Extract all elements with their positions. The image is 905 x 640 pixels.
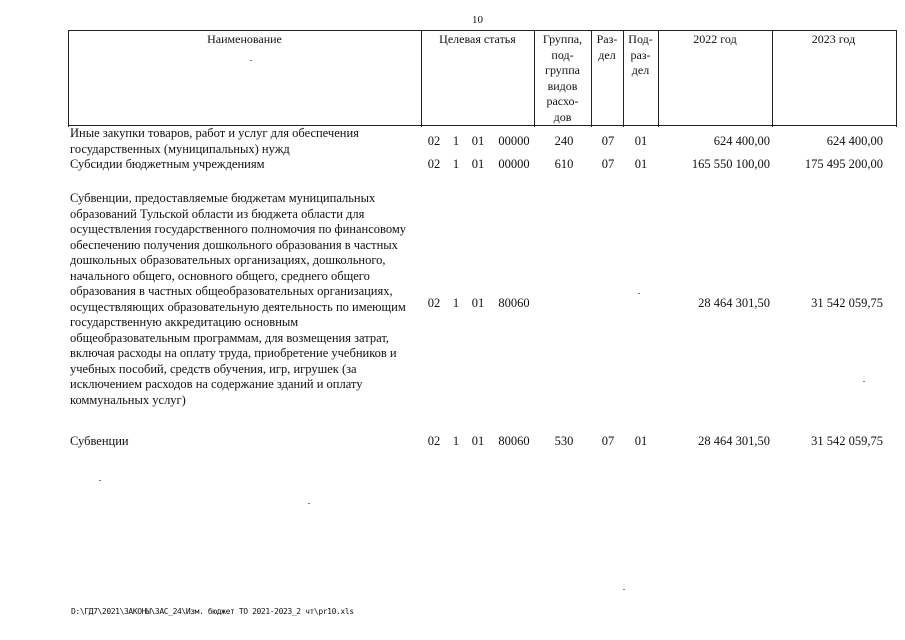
row-name: Субсидии бюджетным учреждениям	[70, 157, 265, 171]
header-section-label: Раз- дел	[596, 32, 618, 62]
row-subsection: 01	[634, 134, 648, 148]
row-2023: 624 400,00	[826, 134, 883, 148]
row-target-1: 02	[427, 296, 441, 310]
row-target-4: 00000	[498, 134, 530, 148]
header-2022-label: 2022 год	[693, 32, 737, 46]
row-subsection: 01	[634, 434, 648, 448]
row-section: 07	[601, 134, 615, 148]
row-group: 530	[554, 434, 574, 448]
row-target-4: 80060	[498, 434, 530, 448]
scan-speck	[623, 589, 625, 590]
row-section: 07	[601, 434, 615, 448]
row-target-2: 1	[452, 434, 460, 448]
scan-speck	[863, 381, 865, 382]
row-target-2: 1	[452, 296, 460, 310]
row-target-3: 01	[471, 157, 485, 171]
row-target-3: 01	[471, 434, 485, 448]
row-target-2: 1	[452, 134, 460, 148]
row-name: Субвенции, предоставляемые бюджетам муниципальных образований Тульской области из бюджета области для осуществления государственного полномочия по финансовому обеспечению получения дошкольного образования в частных дошкольных образовательных организациях, дошкольного, начального общего, основного общего, среднего общего образования в частных общеобразовательных организациях, осуществляющих образовательную деятельность по имеющим государственную аккредитацию основным общеобразовательным программам, для возмещения затрат, включая расходы на оплату труда, приобретение учебников и учебных пособий, средств обучения, игр, игрушек (за исключением расходов на содержание зданий и оплату коммунальных услуг)	[70, 191, 407, 407]
row-target-1: 02	[427, 134, 441, 148]
row-group: 240	[554, 134, 574, 148]
scan-speck	[638, 293, 640, 294]
footer-file-path: D:\ГД7\2021\ЗАКОНЫ\ЗАС_24\Изм. бюджет ТО 2021-2023_2 чт\pr10.xls	[71, 607, 354, 616]
row-target-1: 02	[427, 157, 441, 171]
row-2023: 31 542 059,75	[811, 296, 883, 310]
row-target-4: 00000	[498, 157, 530, 171]
row-2022: 28 464 301,50	[698, 296, 770, 310]
header-group-label: Группа, под- группа видов расхо- дов	[542, 32, 583, 124]
scan-speck	[250, 60, 252, 61]
row-name: Иные закупки товаров, работ и услуг для обеспечения государственных (муниципальных) нужд	[70, 126, 359, 156]
row-group: 610	[554, 157, 574, 171]
row-target-4: 80060	[498, 296, 530, 310]
row-2022: 165 550 100,00	[691, 157, 770, 171]
header-target-label: Целевая статья	[439, 32, 516, 46]
header-name-label: Наименование	[207, 32, 282, 46]
row-2023: 31 542 059,75	[811, 434, 883, 448]
header-subsection-label: Под- раз- дел	[628, 32, 653, 77]
row-name: Субвенции	[70, 434, 129, 448]
row-target-1: 02	[427, 434, 441, 448]
header-2023-label: 2023 год	[811, 32, 856, 46]
row-target-3: 01	[471, 296, 485, 310]
row-2022: 624 400,00	[713, 134, 770, 148]
row-2022: 28 464 301,50	[698, 434, 770, 448]
row-target-3: 01	[471, 134, 485, 148]
row-subsection: 01	[634, 157, 648, 171]
row-section: 07	[601, 157, 615, 171]
scan-speck	[99, 480, 101, 481]
scan-speck	[308, 503, 310, 504]
page-number: 10	[472, 14, 483, 26]
row-target-2: 1	[452, 157, 460, 171]
row-2023: 175 495 200,00	[804, 157, 883, 171]
